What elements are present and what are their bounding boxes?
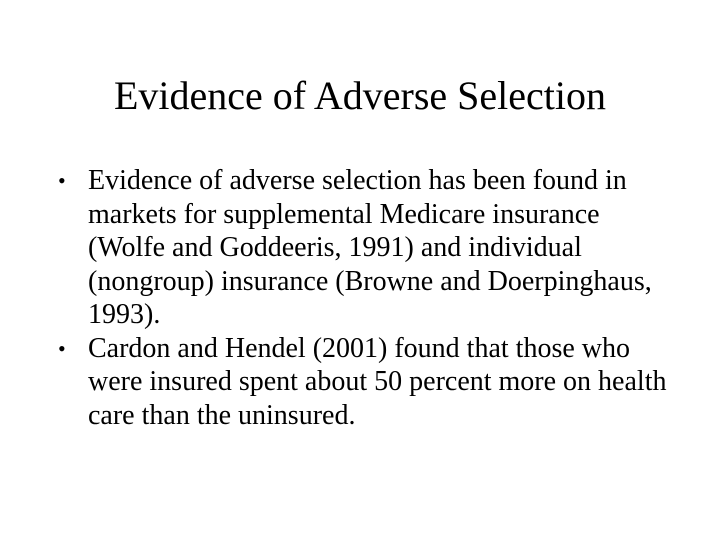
bullet-item (58, 332, 678, 433)
bullet-marker: • (58, 168, 66, 193)
bullet-text: Cardon and Hendel (2001) found that those who were insured spent about 50 percent more on health care than the uninsured. (88, 332, 667, 431)
bullet-marker: • (58, 335, 66, 361)
bullet-list (58, 164, 678, 432)
bullet-item (58, 164, 678, 332)
bullet-text: Evidence of adverse selection has been found in markets for supplemental Medicare insurance (Wolfe and Goddeeris, 1991) and individual (nongroup) insurance (Browne and Doerpinghaus, 1993). (88, 165, 652, 330)
slide-title: Evidence of Adverse Selection (113, 73, 607, 118)
